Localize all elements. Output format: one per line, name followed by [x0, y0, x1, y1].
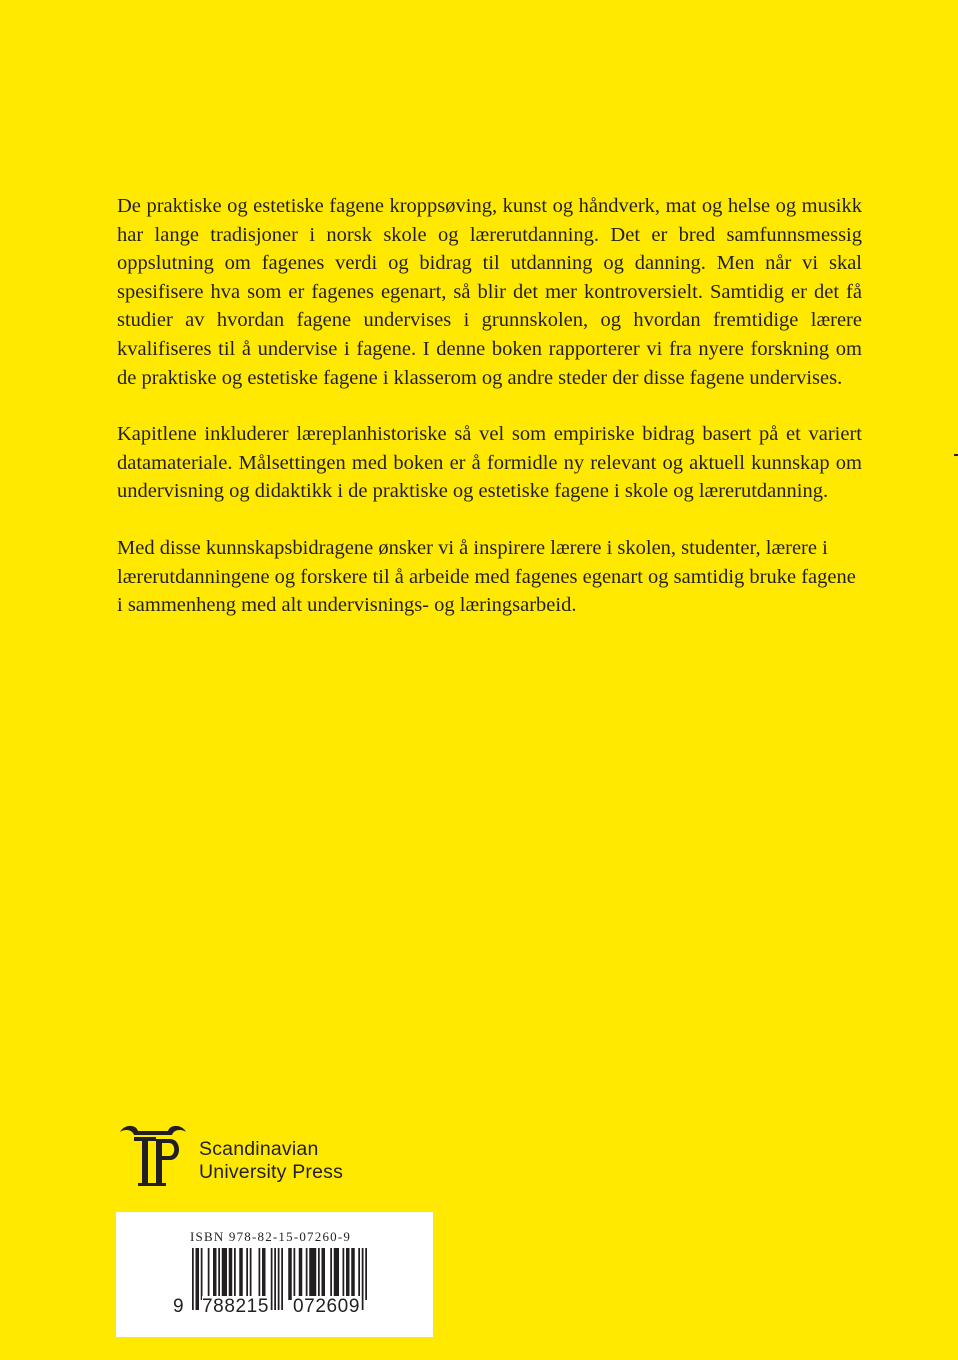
publisher-name — [199, 1138, 343, 1184]
barcode-digit: 9 — [173, 1296, 185, 1317]
isbn-label: ISBN 978-82-15-07260-9 — [190, 1229, 352, 1244]
isbn-barcode-panel — [116, 1212, 433, 1337]
publisher-name-line: Scandinavian — [199, 1138, 319, 1160]
publisher-name-line: University Press — [199, 1161, 344, 1183]
publisher-block — [116, 1122, 416, 1192]
blurb-paragraph: Med disse kunnskapsbidragene ønsker vi å inspirere lærere i skolen, studenter, lærere i lærerutdanningene og forskere til å arbeide med fagenes egenart og samtidig bruke fagene i sammenheng med alt undervisnings- og læringsarbeid. — [117, 536, 856, 617]
barcode-digits-right: 072609 — [293, 1296, 361, 1317]
publisher-logo-icon — [116, 1122, 196, 1190]
blurb-paragraph: Kapitlene inkluderer læreplanhistoriske så vel som empiriske bidrag basert på et variert datamateriale. Målsettingen med boken er å formidle ny relevant og aktuell kunnskap om undervisning og didaktikk i de praktiske og estetiske fagene i skole og lærerutdanning. — [117, 423, 862, 503]
back-cover-blurb — [117, 192, 862, 648]
barcode-digits-left: 788215 — [202, 1296, 270, 1317]
blurb-paragraph: De praktiske og estetiske fagene kroppsøving, kunst og håndverk, mat og helse og musikk har lange tradisjoner i norsk skole og lærerutdanning. Det er bred samfunnsmessig oppslutning om fagenes verdi og bidrag til utdanning og danning. Men når vi skal spesifisere hva som er fagenes egenart, så blir det mer kontroversielt. Samtidig er det få studier av hvordan fagene undervises i grunnskolen, og hvordan fremtidige lærere kvalifiseres til å undervise i fagene. I denne boken rapporterer vi fra nyere forskning om de praktiske og estetiske fagene i klasserom og andre steder der disse fagene undervises. — [117, 195, 862, 389]
edge-mark — [954, 454, 958, 456]
